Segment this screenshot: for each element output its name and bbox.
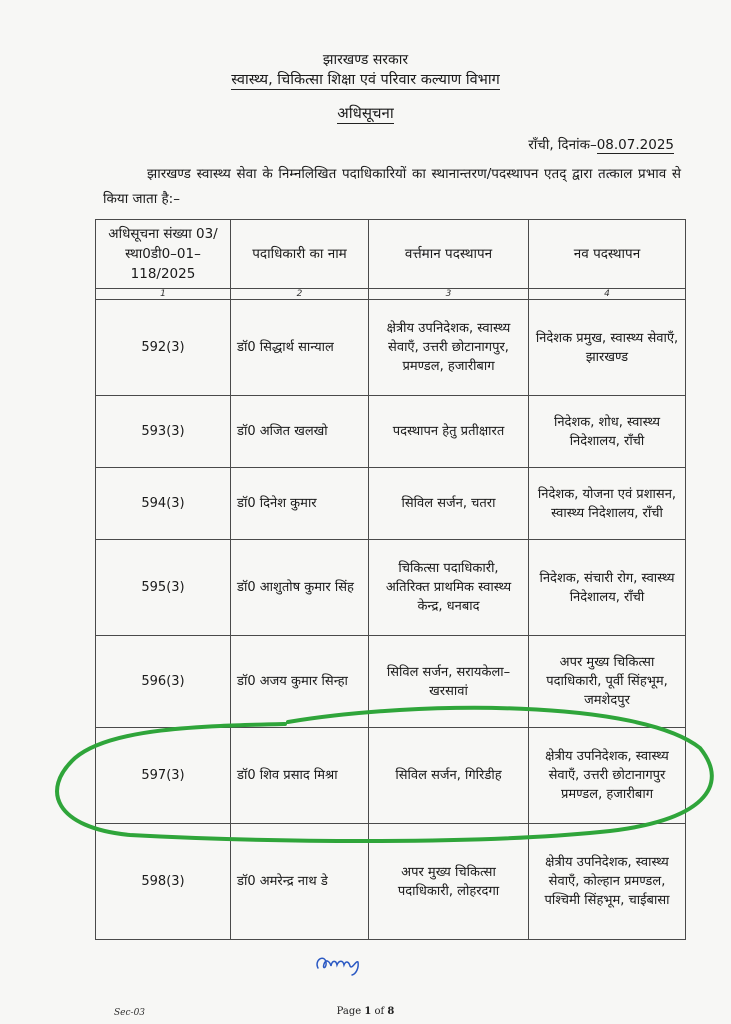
new-posting: निदेशक, शोध, स्वास्थ्य निदेशालय, राँची [529,396,686,468]
notification-no: 595(3) [96,540,231,636]
place-label: राँची, दिनांक– [528,137,597,153]
government-title: झारखण्ड सरकार [322,52,409,68]
notification-no: 594(3) [96,468,231,540]
column-number-row [96,289,686,300]
notification-no: 596(3) [96,636,231,728]
current-posting: पदस्थापन हेतु प्रतीक्षारत [369,396,529,468]
current-posting: चिकित्सा पदाधिकारी, अतिरिक्त प्राथमिक स्वास्थ्य केन्द्र, धनबाद [369,540,529,636]
new-posting: क्षेत्रीय उपनिदेशक, स्वास्थ्य सेवाएँ, कोल्हान प्रमण्डल, पश्चिमी सिंहभूम, चाईबासा [529,824,686,940]
table-header-row [96,220,686,289]
new-posting: अपर मुख्य चिकित्सा पदाधिकारी, पूर्वी सिंहभूम, जमशेदपुर [529,636,686,728]
current-posting: सिविल सर्जन, चतरा [369,468,529,540]
new-posting: निदेशक, संचारी रोग, स्वास्थ्य निदेशालय, राँची [529,540,686,636]
col-number: 4 [529,289,686,300]
new-posting: निदेशक, योजना एवं प्रशासन, स्वास्थ्य निदेशालय, राँची [529,468,686,540]
table-row [96,396,686,468]
notification-no: 598(3) [96,824,231,940]
notification-heading: अधिसूचना [337,104,394,122]
officer-name: डॉ0 आशुतोष कुमार सिंह [231,540,369,636]
table-row [96,636,686,728]
current-posting: अपर मुख्य चिकित्सा पदाधिकारी, लोहरदगा [369,824,529,940]
officer-name: डॉ0 अमरेन्द्र नाथ डे [231,824,369,940]
order-date: 08.07.2025 [596,137,674,153]
notification-no: 592(3) [96,300,231,396]
current-posting: सिविल सर्जन, सरायकेला–खरसावां [369,636,529,728]
table-row [96,468,686,540]
new-posting: निदेशक प्रमुख, स्वास्थ्य सेवाएँ, झारखण्ड [529,300,686,396]
table-row [96,540,686,636]
header-new-posting: नव पदस्थापन [529,220,686,289]
notification-no: 597(3) [96,728,231,824]
officer-name: डॉ0 दिनेश कुमार [231,468,369,540]
table-row-highlighted [96,728,686,824]
table-row [96,300,686,396]
header-current-posting: वर्त्तमान पदस्थापन [369,220,529,289]
page-indicator: Page 1 of 8 [336,1006,395,1017]
officer-name: डॉ0 शिव प्रसाद मिश्रा [231,728,369,824]
current-posting: क्षेत्रीय उपनिदेशक, स्वास्थ्य सेवाएँ, उत्तरी छोटानागपुर, प्रमण्डल, हजारीबाग [369,300,529,396]
current-posting: सिविल सर्जन, गिरिडीह [369,728,529,824]
signature-mark [312,948,372,978]
officer-name: डॉ0 सिद्धार्थ सान्याल [231,300,369,396]
notification-no: 593(3) [96,396,231,468]
officer-name: डॉ0 अजय कुमार सिन्हा [231,636,369,728]
transfer-table [95,219,686,940]
officer-name: डॉ0 अजित खलखो [231,396,369,468]
col-number: 3 [369,289,529,300]
col-number: 2 [231,289,369,300]
new-posting: क्षेत्रीय उपनिदेशक, स्वास्थ्य सेवाएँ, उत्तरी छोटानागपुर प्रमण्डल, हजारीबाग [529,728,686,824]
header-notification-no: अधिसूचना संख्या 03/स्था0डी0–01–118/2025 [96,220,231,289]
intro-paragraph: झारखण्ड स्वास्थ्य सेवा के निम्नलिखित पदाधिकारियों का स्थानान्तरण/पदस्थापन एतद् द्वारा तत्काल प्रभाव से किया जाता है:– [103,166,681,207]
table-row [96,824,686,940]
section-code: Sec-03 [114,1008,146,1018]
place-date-line [528,135,674,153]
department-title: स्वास्थ्य, चिकित्सा शिक्षा एवं परिवार कल्याण विभाग [231,72,500,88]
col-number: 1 [96,289,231,300]
header-officer-name: पदाधिकारी का नाम [231,220,369,289]
